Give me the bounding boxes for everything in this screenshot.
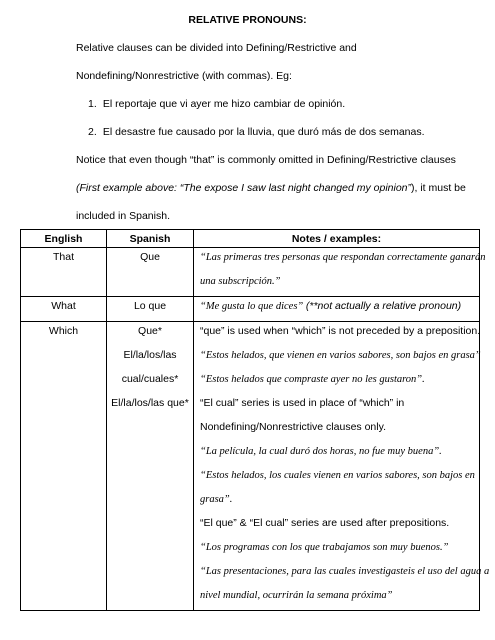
note-example: “Estos helados, que vienen en varios sabores, son bajos en grasa” [200, 350, 481, 361]
example-text: El reportaje que vi ayer me hizo cambiar de opinión. [102, 98, 346, 110]
header-english: English [21, 230, 107, 248]
example-2 [88, 126, 425, 139]
example-1 [88, 98, 345, 111]
table-header-row [21, 230, 480, 248]
note-example: “Las presentaciones, para las cuales investigasteis el uso del agua a [200, 566, 490, 577]
notes-cell [194, 297, 480, 322]
notice-line-1: Notice that even though “that” is commonly omitted in Defining/Restrictive clauses [76, 154, 456, 166]
note-line: “El que” & “El cual” series are used after prepositions. [200, 517, 450, 529]
spanish-cell: Que [107, 248, 194, 297]
spanish-cell [107, 322, 194, 611]
table-row-that [21, 248, 480, 297]
note-example: “Me gusta lo que dices” [200, 301, 306, 312]
table-row-which [21, 322, 480, 611]
note-example: grasa”. [200, 494, 233, 505]
notice-line-2-rest: ), it must be [411, 182, 466, 194]
intro-line-1: Relative clauses can be divided into Defining/Restrictive and [76, 42, 357, 54]
note-line: “El cual” series is used in place of “which” in [200, 397, 405, 409]
spanish-form: cual/cuales* [121, 373, 179, 385]
note-example: una subscripción.” [200, 276, 281, 287]
example-number: 1. [88, 98, 97, 110]
notes-cell [194, 248, 486, 297]
note-line [194, 297, 479, 321]
spanish-cell: Lo que [107, 297, 194, 322]
english-cell: That [21, 248, 107, 297]
notes-cell [194, 322, 490, 611]
spanish-form: Que* [138, 325, 162, 337]
example-number: 2. [88, 126, 97, 138]
relative-pronoun-table [20, 229, 490, 611]
note-example: “Las primeras tres personas que respondan correctamente ganarán [200, 252, 486, 263]
notice-line-2 [76, 182, 466, 195]
english-cell: Which [21, 322, 107, 611]
note-comment: (**not actually a relative pronoun) [305, 300, 462, 312]
note-example: “Estos helados que compraste ayer no les gustaron”. [200, 374, 425, 385]
page-title: RELATIVE PRONOUNS: [188, 14, 307, 26]
note-example: nivel mundial, ocurrirán la semana próxima” [200, 590, 393, 601]
spanish-form: El/la/los/las que* [111, 397, 189, 409]
intro-line-2: Nondefining/Nonrestrictive (with commas). Eg: [76, 70, 292, 82]
table-row-what [21, 297, 480, 322]
spanish-form: El/la/los/las [123, 349, 177, 361]
notice-line-3: included in Spanish. [76, 210, 170, 222]
note-example: “La película, la cual duró dos horas, no fue muy buena”. [200, 446, 442, 457]
note-line: Nondefining/Nonrestrictive clauses only. [200, 421, 386, 433]
notice-italic-example: (First example above: “The expose I saw last night changed my opinion” [76, 182, 412, 194]
note-line: “que” is used when “which” is not preceded by a preposition. [200, 325, 481, 337]
example-text: El desastre fue causado por la lluvia, que duró más de dos semanas. [102, 126, 425, 138]
header-notes: Notes / examples: [194, 230, 480, 248]
note-example: “Estos helados, los cuales vienen en varios sabores, son bajos en [200, 470, 475, 481]
english-cell: What [21, 297, 107, 322]
note-example: “Los programas con los que trabajamos son muy buenos.” [200, 542, 449, 553]
header-spanish: Spanish [107, 230, 194, 248]
